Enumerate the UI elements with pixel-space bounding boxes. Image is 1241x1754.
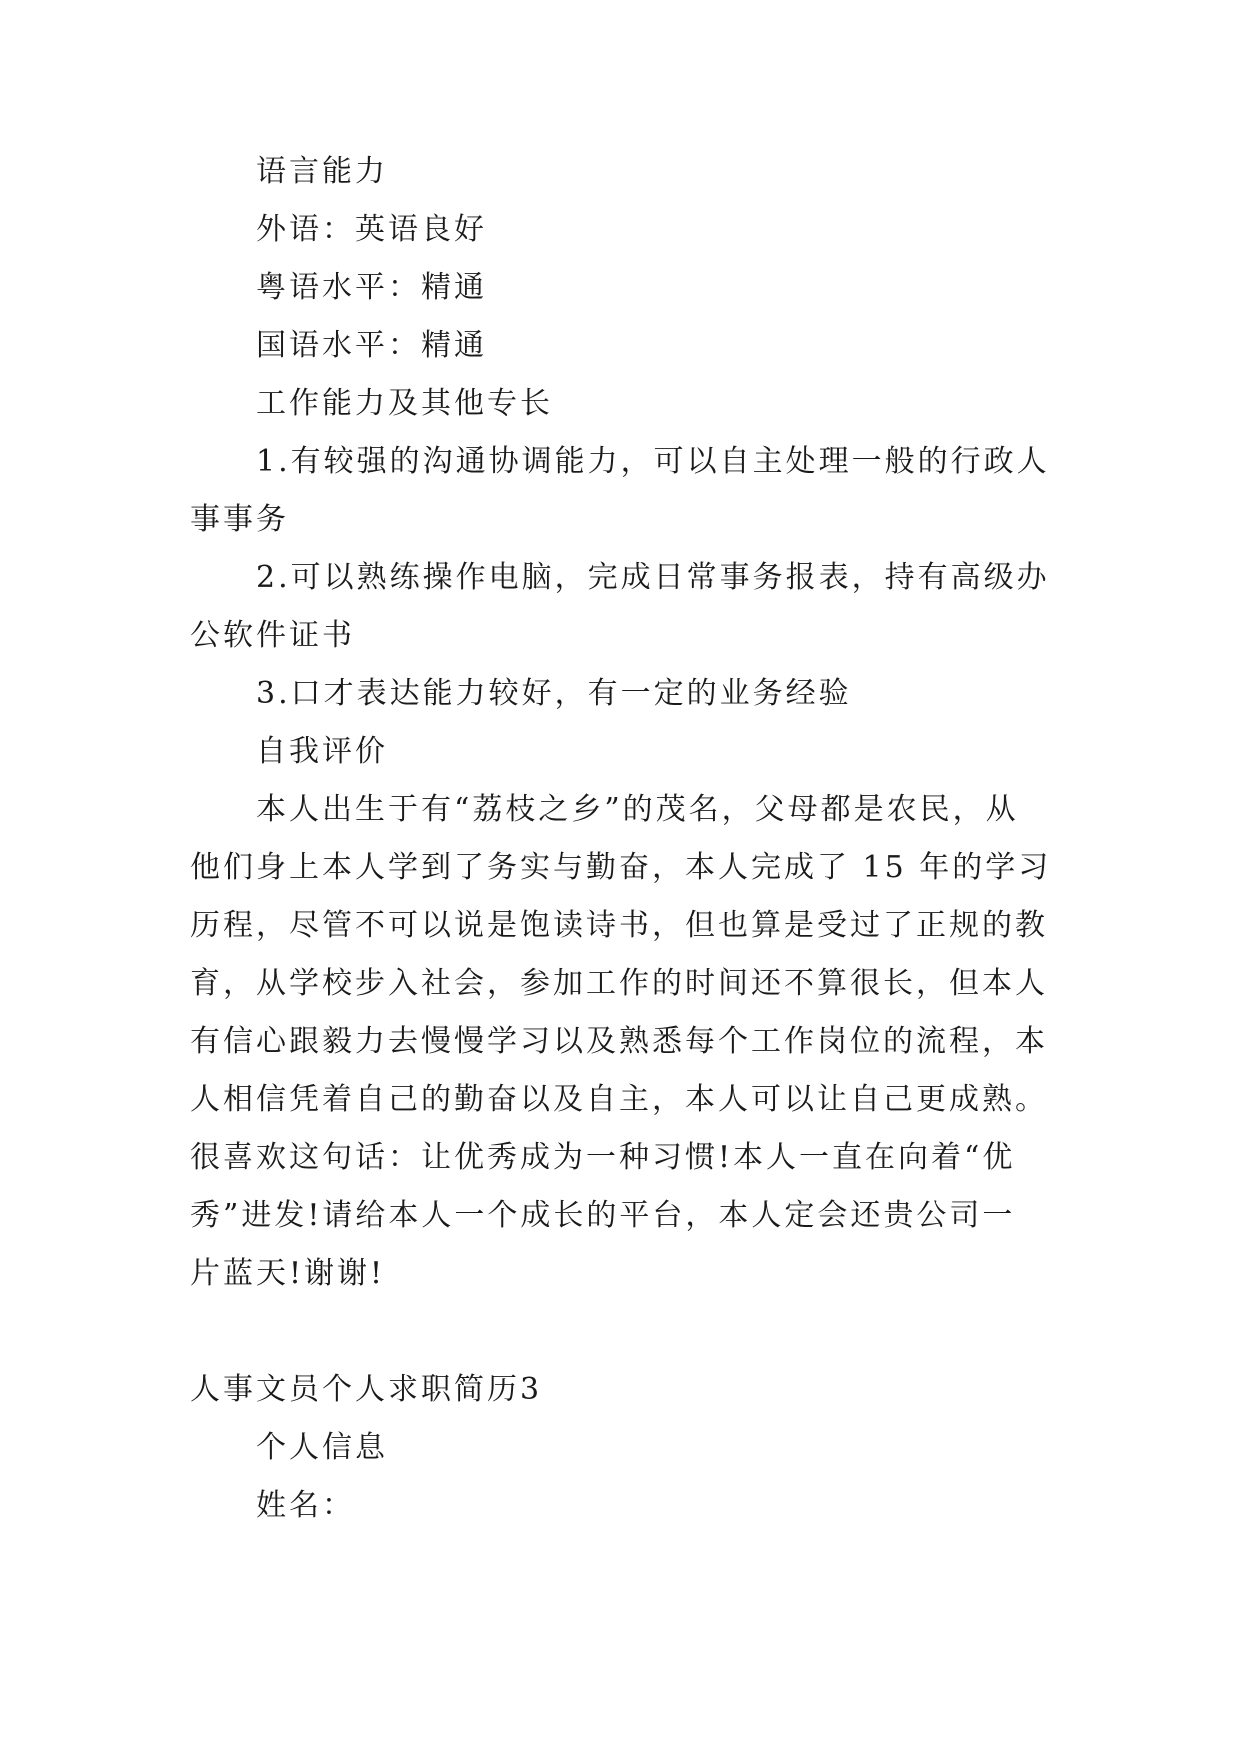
text-line: 事事务 xyxy=(190,502,289,537)
text-line: 姓名： xyxy=(256,1488,355,1523)
resume-title: 人事文员个人求职简历3 xyxy=(190,1372,543,1407)
text-line: 公软件证书 xyxy=(190,618,355,653)
text-line: 片蓝天!谢谢! xyxy=(190,1256,386,1291)
text-line: 国语水平：精通 xyxy=(256,328,487,363)
text-line: 2.可以熟练操作电脑，完成日常事务报表，持有高级办 xyxy=(256,560,1050,595)
text-line: 1.有较强的沟通协调能力，可以自主处理一般的行政人 xyxy=(256,444,1050,479)
section-heading-personal-info: 个人信息 xyxy=(256,1430,388,1465)
text-line: 秀”进发!请给本人一个成长的平台，本人定会还贵公司一 xyxy=(190,1198,1016,1233)
text-line: 很喜欢这句话：让优秀成为一种习惯!本人一直在向着“优 xyxy=(190,1140,1016,1175)
section-heading-self-evaluation: 自我评价 xyxy=(256,734,388,769)
section-heading-skills: 工作能力及其他专长 xyxy=(256,386,553,421)
text-line: 人相信凭着自己的勤奋以及自主，本人可以让自己更成熟。 xyxy=(190,1082,1048,1117)
text-line: 他们身上本人学到了务实与勤奋，本人完成了 15 年的学习 xyxy=(190,850,1052,885)
text-line: 本人出生于有“荔枝之乡”的茂名，父母都是农民，从 xyxy=(256,792,1019,827)
text-line: 粤语水平：精通 xyxy=(256,270,487,305)
text-line: 育，从学校步入社会，参加工作的时间还不算很长，但本人 xyxy=(190,966,1048,1001)
text-line: 3.口才表达能力较好，有一定的业务经验 xyxy=(256,676,852,711)
text-line: 外语：英语良好 xyxy=(256,212,487,247)
text-line: 历程，尽管不可以说是饱读诗书，但也算是受过了正规的教 xyxy=(190,908,1048,943)
section-heading-language: 语言能力 xyxy=(256,154,388,189)
text-line: 有信心跟毅力去慢慢学习以及熟悉每个工作岗位的流程，本 xyxy=(190,1024,1048,1059)
